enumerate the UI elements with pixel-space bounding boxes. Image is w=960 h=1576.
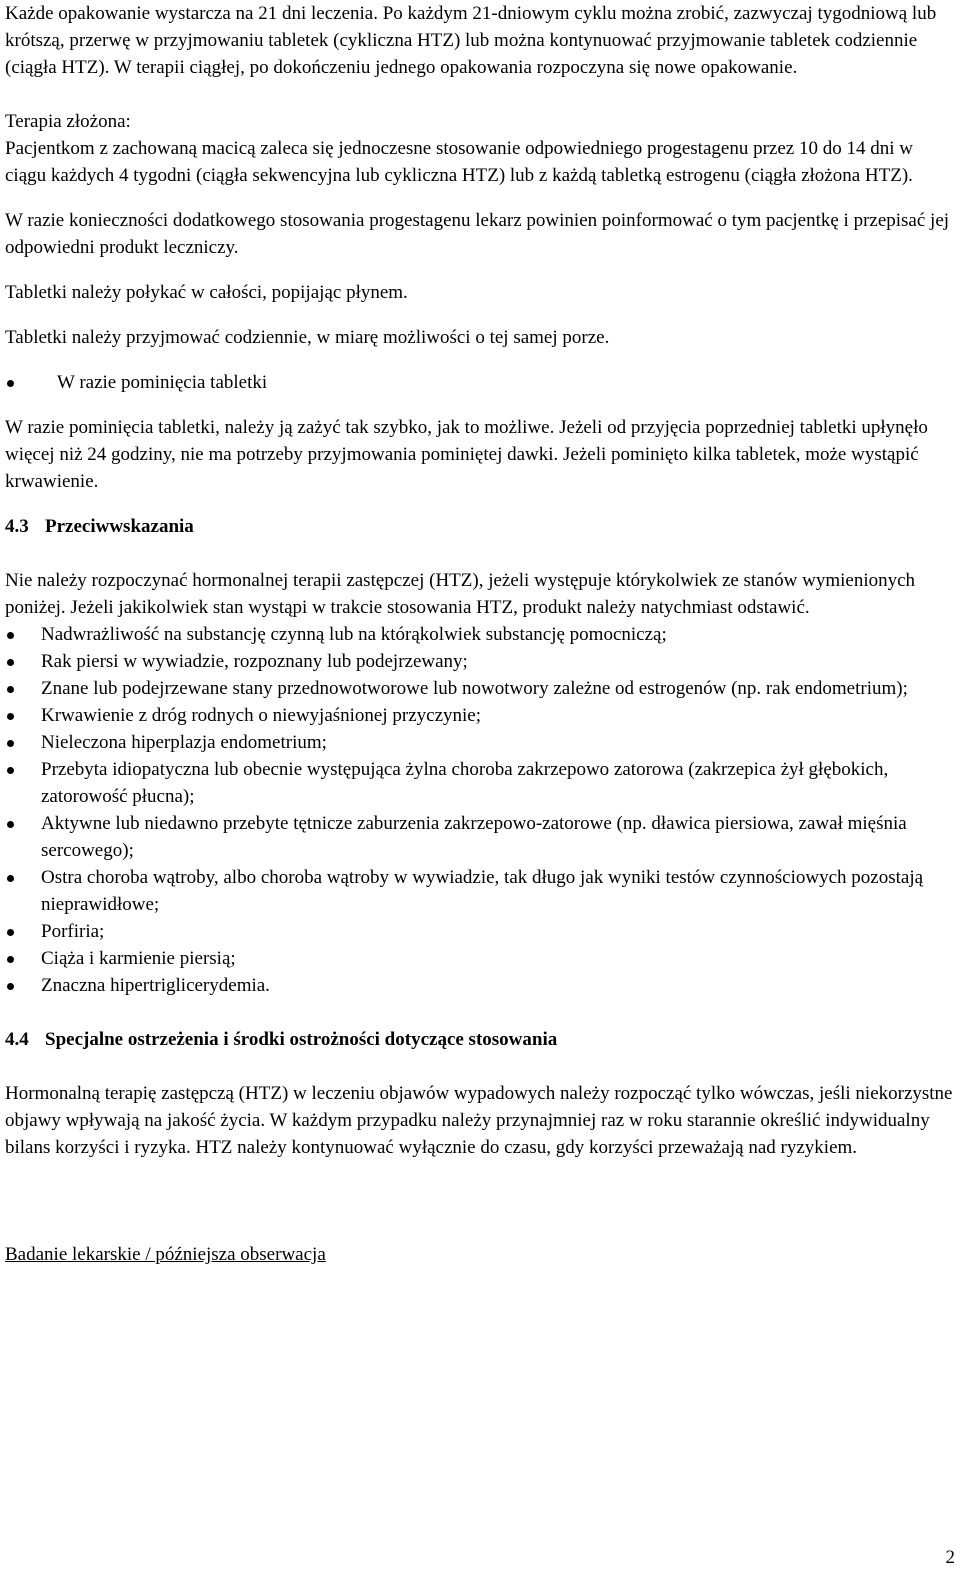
missed-tablet-text: W razie pominięcia tabletki, należy ją zażyć tak szybko, jak to możliwe. Jeżeli od przyjęcia poprzedniej tabletki upłynęło więcej niż 24 godziny, nie ma potrzeby przyjmowania pominiętej dawki. Jeżeli pominięto kilka tabletek, może wystąpić krwawienie. <box>5 417 928 492</box>
section-4-4-heading <box>5 1026 955 1053</box>
page-number: 2 <box>945 1547 955 1568</box>
list-item: Przebyta idiopatyczna lub obecnie występująca żylna choroba zakrzepowo zatorowa (zakrzepica żył głębokich, zatorowość płucna); <box>5 756 955 810</box>
list-item: Nadwrażliwość na substancję czynną lub na którąkolwiek substancję pomocniczą; <box>5 621 955 648</box>
exam-subheading: Badanie lekarskie / późniejsza obserwacja <box>5 1244 326 1265</box>
list-item: Porfiria; <box>5 918 955 945</box>
list-item: Ostra choroba wątroby, albo choroba wątroby w wywiadzie, tak długo jak wyniki testów czynnościowych pozostają nieprawidłowe; <box>5 864 955 918</box>
intro-paragraph: Każde opakowanie wystarcza na 21 dni leczenia. Po każdym 21-dniowym cyklu można zrobić, zazwyczaj tygodniową lub krótszą, przerwę w przyjmowaniu tabletek (cykliczna HTZ) lub można kontynuować przyjmowanie tabletek codziennie (ciągła HTZ). W terapii ciągłej, po dokończeniu jednego opakowania rozpoczyna się nowe opakowanie. <box>5 3 937 78</box>
document-page <box>5 0 955 1268</box>
contraindications-intro: Nie należy rozpoczynać hormonalnej terapii zastępczej (HTZ), jeżeli występuje którykolwiek ze stanów wymienionych poniżej. Jeżeli jakikolwiek stan wystąpi w trakcie stosowania HTZ, produkt należy natychmiast odstawić. <box>5 570 916 618</box>
combined-therapy-title: Terapia złożona: <box>5 111 131 132</box>
daily-paragraph: Tabletki należy przyjmować codziennie, w miarę możliwości o tej samej porze. <box>5 327 610 348</box>
section-4-4-title: Specjalne ostrzeżenia i środki ostrożności dotyczące stosowania <box>45 1029 558 1050</box>
section-4-3-heading <box>5 513 955 540</box>
missed-tablet-heading: W razie pominięcia tabletki <box>5 369 955 396</box>
list-item: Krwawienie z dróg rodnych o niewyjaśnionej przyczynie; <box>5 702 955 729</box>
combined-therapy-text: Pacjentkom z zachowaną macicą zaleca się jednoczesne stosowanie odpowiedniego progestagenu przez 10 do 14 dni w ciągu każdych 4 tygodni (ciągła sekwencyjna lub cykliczna HTZ) lub z każdą tabletką estrogenu (ciągła złożona HTZ). <box>5 138 913 186</box>
list-item: Znaczna hipertriglicerydemia. <box>5 972 955 999</box>
warnings-paragraph: Hormonalną terapię zastępczą (HTZ) w leczeniu objawów wypadowych należy rozpocząć tylko wówczas, jeśli niekorzystne objawy wpływają na jakość życia. W każdym przypadku należy przynajmniej raz w roku starannie określić indywidualny bilans korzyści i ryzyka. HTZ należy kontynuować wyłącznie do czasu, gdy korzyści przeważają nad ryzykiem. <box>5 1083 953 1158</box>
contraindications-list <box>5 621 955 999</box>
list-item: Nieleczona hiperplazja endometrium; <box>5 729 955 756</box>
list-item: Rak piersi w wywiadzie, rozpoznany lub podejrzewany; <box>5 648 955 675</box>
section-4-4-number: 4.4 <box>5 1029 29 1050</box>
progestagen-paragraph: W razie konieczności dodatkowego stosowania progestagenu lekarz powinien poinformować o tym pacjentkę i przepisać jej odpowiedni produkt leczniczy. <box>5 210 950 258</box>
section-4-3-title: Przeciwwskazania <box>45 516 194 537</box>
list-item: Znane lub podejrzewane stany przednowotworowe lub nowotwory zależne od estrogenów (np. rak endometrium); <box>5 675 955 702</box>
section-4-3-number: 4.3 <box>5 516 29 537</box>
list-item: Aktywne lub niedawno przebyte tętnicze zaburzenia zakrzepowo-zatorowe (np. dławica piersiowa, zawał mięśnia sercowego); <box>5 810 955 864</box>
list-item: Ciąża i karmienie piersią; <box>5 945 955 972</box>
swallow-paragraph: Tabletki należy połykać w całości, popijając płynem. <box>5 282 408 303</box>
